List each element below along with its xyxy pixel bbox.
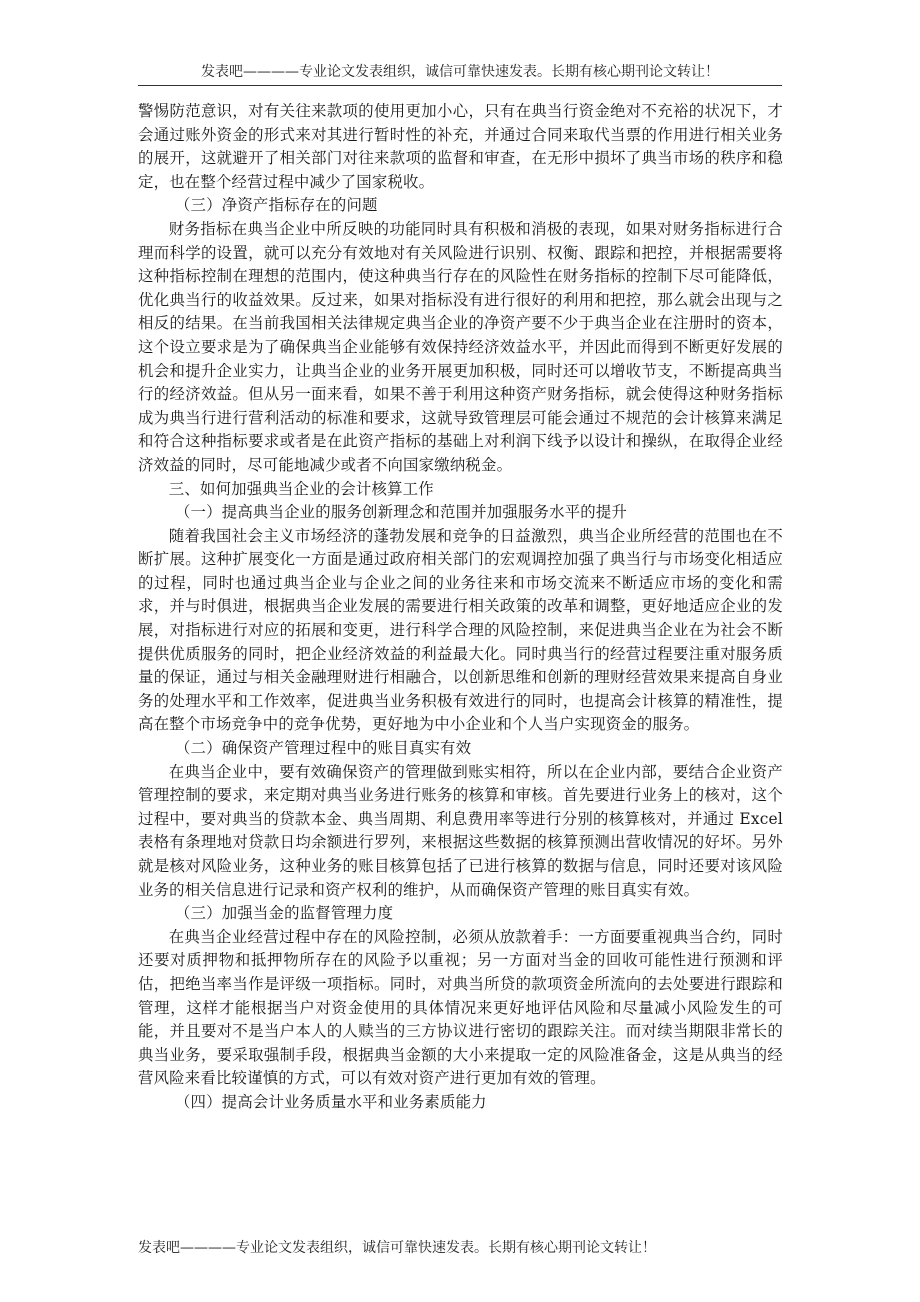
paragraph-continued: 警惕防范意识，对有关往来款项的使用更加小心，只有在典当行资金绝对不充裕的状况下，才会通过账外资金的形式来对其进行暂时性的补充，并通过合同来取代当票的作用进行相关业务的展开，这就避开了相关部门对往来款项的监督和审查，在无形中损坏了典当市场的秩序和稳定，也在整个经营过程中减少了国家税收。 <box>138 102 783 191</box>
section-heading-strengthen-accounting: 三、如何加强典当企业的会计核算工作 <box>168 479 434 498</box>
subheading-service-innovation: （一）提高典当企业的服务创新理念和范围并加强服务水平的提升 <box>174 503 628 522</box>
paragraph-risk-control: 在典当企业经营过程中存在的风险控制，必须从放款着手：一方面要重视典当合约，同时还要对质押物和抵押物所存在的风险予以重视；另一方面对当金的回收可能性进行预测和评估，把绝当率当作是评级一项指标。同时，对典当所贷的款项资金所流向的去处要进行跟踪和管理，这样才能根据当户对资金使用的具体情况来更好地评估风险和尽量减小风险发生的可能，并且要对不是当户本人的人赎当的三方协议进行密切的跟踪关注。而对续当期限非常长的典当业务，要采取强制手段，根据典当金额的大小来提取一定的风险准备金，这是从典当的经营风险来看比较谨慎的方式，可以有效对资产进行更加有效的管理。 <box>138 927 783 1088</box>
document-body <box>138 100 783 1115</box>
page-header: 发表吧————专业论文发表组织，诚信可靠快速发表。长期有核心期刊论文转让！ <box>201 64 719 80</box>
subheading-accounting-quality: （四）提高会计业务质量水平和业务素质能力 <box>174 1092 487 1111</box>
subheading-pawn-fund-supervision: （三）加强当金的监督管理力度 <box>174 904 394 923</box>
subheading-net-asset-problem: （三）净资产指标存在的问题 <box>174 196 378 215</box>
paragraph-financial-indicators: 财务指标在典当企业中所反映的功能同时具有积极和消极的表现，如果对财务指标进行合理而科学的设置，就可以充分有效地对有关风险进行识别、权衡、跟踪和把控，并根据需要将这种指标控制在理想的范围内，使这种典当行存在的风险性在财务指标的控制下尽可能降低，优化典当行的收益效果。反过来，如果对指标没有进行很好的利用和把控，那么就会出现与之相反的结果。在当前我国相关法律规定典当企业的净资产要不少于典当企业在注册时的资本，这个设立要求是为了确保典当企业能够有效保持经济效益水平，并因此而得到不断更好发展的机会和提升企业实力，让典当企业的业务开展更加积极，同时还可以增收节支，不断提高典当行的经济效益。但从另一面来看，如果不善于利用这种资产财务指标，就会使得这种财务指标成为典当行进行营利活动的标准和要求，这就导致管理层可能会通过不规范的会计核算来满足和符合这种指标要求或者是在此资产指标的基础上对利润下线予以设计和操纵，在取得企业经济效益的同时，尽可能地减少或者不向国家缴纳税金。 <box>138 219 783 474</box>
header-divider <box>138 85 782 86</box>
paragraph-asset-management: 在典当企业中，要有效确保资产的管理做到账实相符，所以在企业内部，要结合企业资产管理控制的要求，来定期对典当业务进行账务的核算和审核。首先要进行业务上的核对，这个过程中，要对典当的贷款本金、典当周期、利息费用率等进行分别的核算核对，并通过 Excel 表格有条理地对贷款日均余额进行罗列，来根据这些数据的核算预测出营收情况的好坏。另外就是核对风险业务，这种业务的账目核算包括了已进行核算的数据与信息，同时还要对该风险业务的相关信息进行记录和资产权利的维护，从而确保资产管理的账目真实有效。 <box>138 762 783 899</box>
paragraph-market-development: 随着我国社会主义市场经济的蓬勃发展和竞争的日益激烈，典当企业所经营的范围也在不断扩展。这种扩展变化一方面是通过政府相关部门的宏观调控加强了典当行与市场变化相适应的过程，同时也通过典当企业与企业之间的业务往来和市场交流来不断适应市场的变化和需求，并与时俱进，根据典当企业发展的需要进行相关政策的改革和调整，更好地适应企业的发展，对指标进行对应的拓展和变更，进行科学合理的风险控制，来促进典当企业在为社会不断提供优质服务的同时，把企业经济效益的利益最大化。同时典当行的经营过程要注重对服务质量的保证，通过与相关金融理财进行相融合，以创新思维和创新的理财经营效果来提高自身业务的处理水平和工作效率，促进典当业务积极有效进行的同时，也提高会计核算的精准性，提高在整个市场竞争中的竞争优势，更好地为中小企业和个人当户实现资金的服务。 <box>138 526 783 734</box>
subheading-asset-accounts: （二）确保资产管理过程中的账目真实有效 <box>174 739 472 758</box>
page-footer: 发表吧————专业论文发表组织，诚信可靠快速发表。长期有核心期刊论文转让！ <box>138 1240 656 1256</box>
